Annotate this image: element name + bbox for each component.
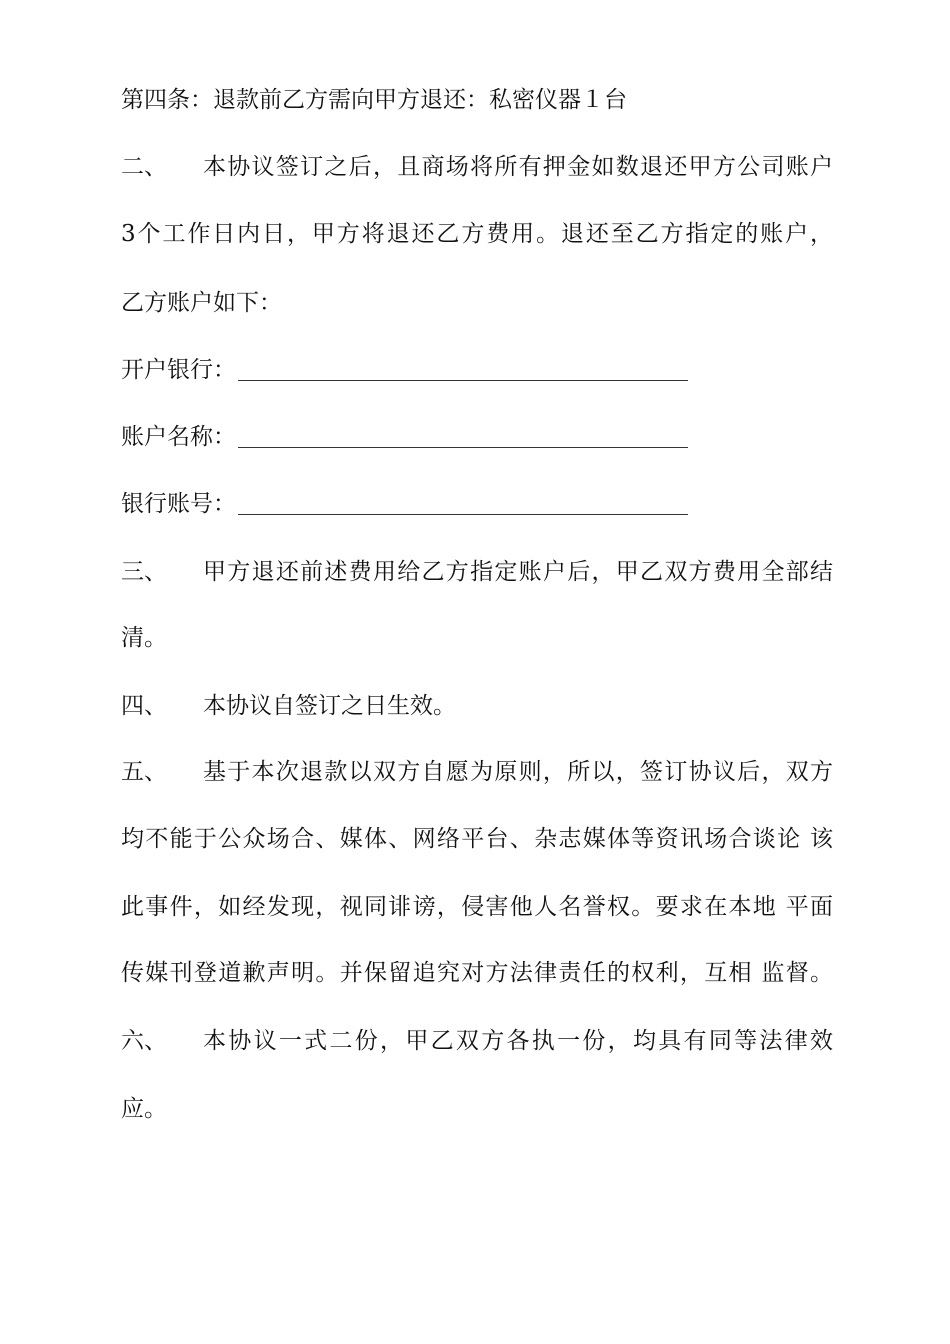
section-6-line-2: 应。 — [121, 1096, 167, 1122]
section-3-text: 甲方退还前述费用给乙方指定账户后，甲乙双方费用全部结 — [203, 559, 833, 585]
account-name-label: 账户名称： — [121, 424, 236, 450]
section-6-text: 本协议一式二份，甲乙双方各执一份，均具有同等法律效 — [203, 1028, 833, 1054]
section-3-number: 三、 — [121, 559, 167, 585]
bank-field — [121, 353, 688, 387]
section-5-line-4: 传媒刊登道歉声明。并保留追究对方法律责任的权利，互相 监督。 — [121, 960, 833, 986]
article-4-text: 第四条：退款前乙方需向甲方退还：私密仪器１台 — [121, 87, 627, 113]
section-5-text: 基于本次退款以双方自愿为原则，所以，签订协议后，双方 — [203, 759, 833, 785]
section-4-number: 四、 — [121, 693, 167, 719]
section-5-line-2: 均不能于公众场合、媒体、网络平台、杂志媒体等资讯场合谈论 该 — [121, 826, 833, 852]
section-2-line-2: 3个工作日内日，甲方将退还乙方费用。退还至乙方指定的账户， — [121, 221, 833, 247]
section-2-line-1 — [121, 150, 833, 184]
section-5-line-3: 此事件，如经发现，视同诽谤，侵害他人名誉权。要求在本地 平面 — [121, 894, 833, 920]
section-2-text: 本协议签订之后，且商场将所有押金如数退还甲方公司账户 — [203, 154, 833, 180]
bank-label: 开户银行： — [121, 357, 236, 383]
section-4-text: 本协议自签订之日生效。 — [203, 693, 456, 719]
section-6-line-1 — [121, 1024, 833, 1058]
account-name-field — [121, 420, 688, 454]
section-5-number: 五、 — [121, 759, 167, 785]
section-4-line-1 — [121, 689, 456, 723]
account-number-label: 银行账号： — [121, 491, 236, 517]
section-3-line-1 — [121, 555, 833, 589]
section-3-line-2: 清。 — [121, 625, 167, 651]
account-number-blank-line — [238, 513, 688, 515]
bank-blank-line — [238, 379, 688, 381]
section-5-line-1 — [121, 755, 833, 789]
account-number-field — [121, 487, 688, 521]
section-6-number: 六、 — [121, 1028, 167, 1054]
section-2-number: 二、 — [121, 154, 167, 180]
account-name-blank-line — [238, 446, 688, 448]
section-2-line-3: 乙方账户如下： — [121, 290, 282, 316]
